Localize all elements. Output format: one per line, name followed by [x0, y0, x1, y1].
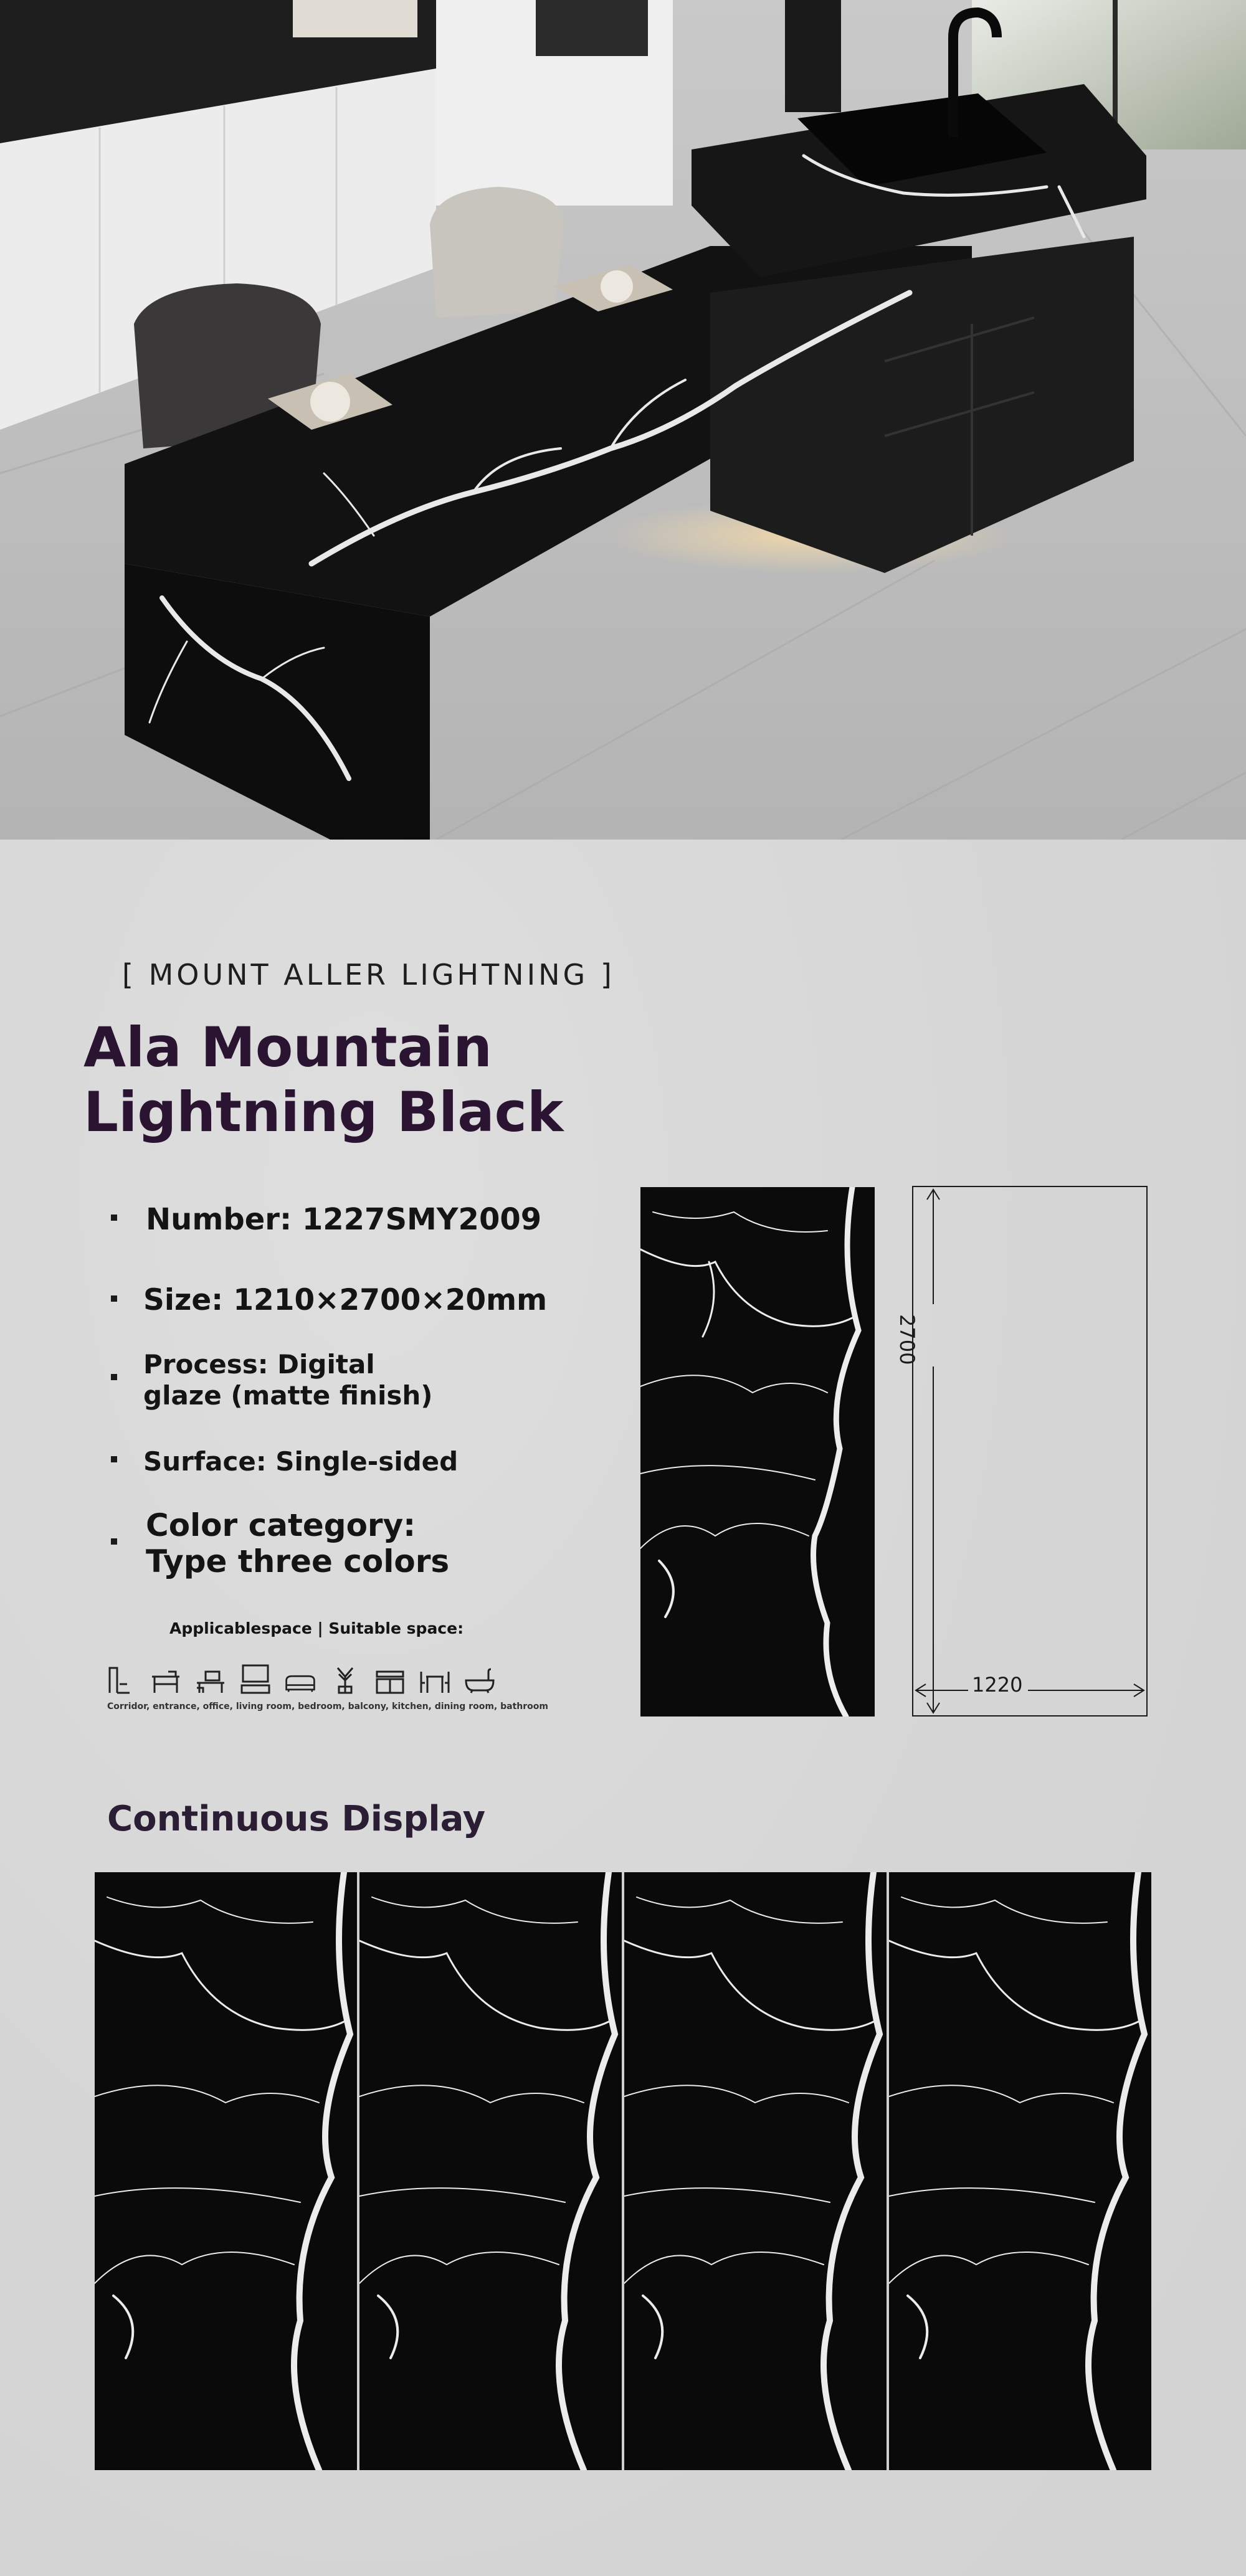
applicable-space-title: Applicablespace | Suitable space:: [169, 1619, 464, 1637]
room-icons-row: [105, 1664, 496, 1694]
spec-surface: [111, 1446, 458, 1477]
product-title: [83, 1015, 644, 1145]
bullet-icon: [111, 1374, 117, 1380]
spec-color-text: [146, 1507, 449, 1579]
continuous-display-panels: [95, 1872, 1151, 2470]
spec-process-text: [143, 1349, 432, 1411]
spec-size: [111, 1283, 547, 1317]
kitchen-island-photo: [0, 0, 1246, 840]
spec-process: [111, 1349, 432, 1411]
bullet-icon: [111, 1538, 117, 1545]
spec-process-line2: glaze (matte finish): [143, 1380, 433, 1411]
spec-color: [111, 1507, 449, 1579]
spec-number: [111, 1202, 541, 1237]
dining-room-icon: [419, 1664, 451, 1694]
spec-surface-text: Surface: Single-sided: [143, 1446, 459, 1477]
bullet-icon: [111, 1295, 117, 1302]
marble-slab-icon: [640, 1187, 875, 1717]
dimension-width-label: 1220: [972, 1673, 1023, 1697]
living-room-icon: [239, 1664, 272, 1694]
spec-color-line2: Type three colors: [146, 1543, 450, 1579]
spec-size-text: Size: 1210×2700×20mm: [143, 1283, 548, 1317]
corridor-icon: [105, 1664, 137, 1694]
bathroom-icon: [464, 1664, 496, 1694]
bullet-icon: [111, 1456, 117, 1462]
product-title-line1: Ala Mountain: [83, 1015, 492, 1079]
bedroom-icon: [284, 1664, 316, 1694]
hero-photo: [0, 0, 1246, 840]
spec-process-line1: Process: Digital: [143, 1349, 375, 1380]
slab-sample-image: [640, 1187, 875, 1717]
spec-color-line1: Color category:: [146, 1507, 416, 1543]
product-title-line2: Lightning Black: [83, 1080, 564, 1144]
dimension-drawing: [912, 1186, 1148, 1717]
slab-panel: [889, 1872, 1151, 2470]
marble-panel-icon: [359, 1872, 621, 2470]
office-icon: [194, 1664, 227, 1694]
slab-panel: [95, 1872, 357, 2470]
bullet-icon: [111, 1215, 117, 1221]
entrance-icon: [150, 1664, 182, 1694]
continuous-display-title: Continuous Display: [107, 1799, 486, 1839]
marble-panel-icon: [624, 1872, 886, 2470]
spec-number-text: Number: 1227SMY2009: [146, 1202, 542, 1237]
slab-panel: [359, 1872, 622, 2470]
marble-panel-icon: [95, 1872, 356, 2470]
marble-panel-icon: [889, 1872, 1151, 2470]
slab-panel: [624, 1872, 887, 2470]
applicable-space-caption: Corridor, entrance, office, living room, bedroom, balcony, kitchen, dining room, bathroom: [107, 1702, 548, 1712]
kitchen-icon: [374, 1664, 406, 1694]
series-label: [ MOUNT ALLER LIGHTNING ]: [122, 958, 615, 992]
balcony-icon: [329, 1664, 361, 1694]
dimension-height-label: 2700: [895, 1314, 919, 1365]
